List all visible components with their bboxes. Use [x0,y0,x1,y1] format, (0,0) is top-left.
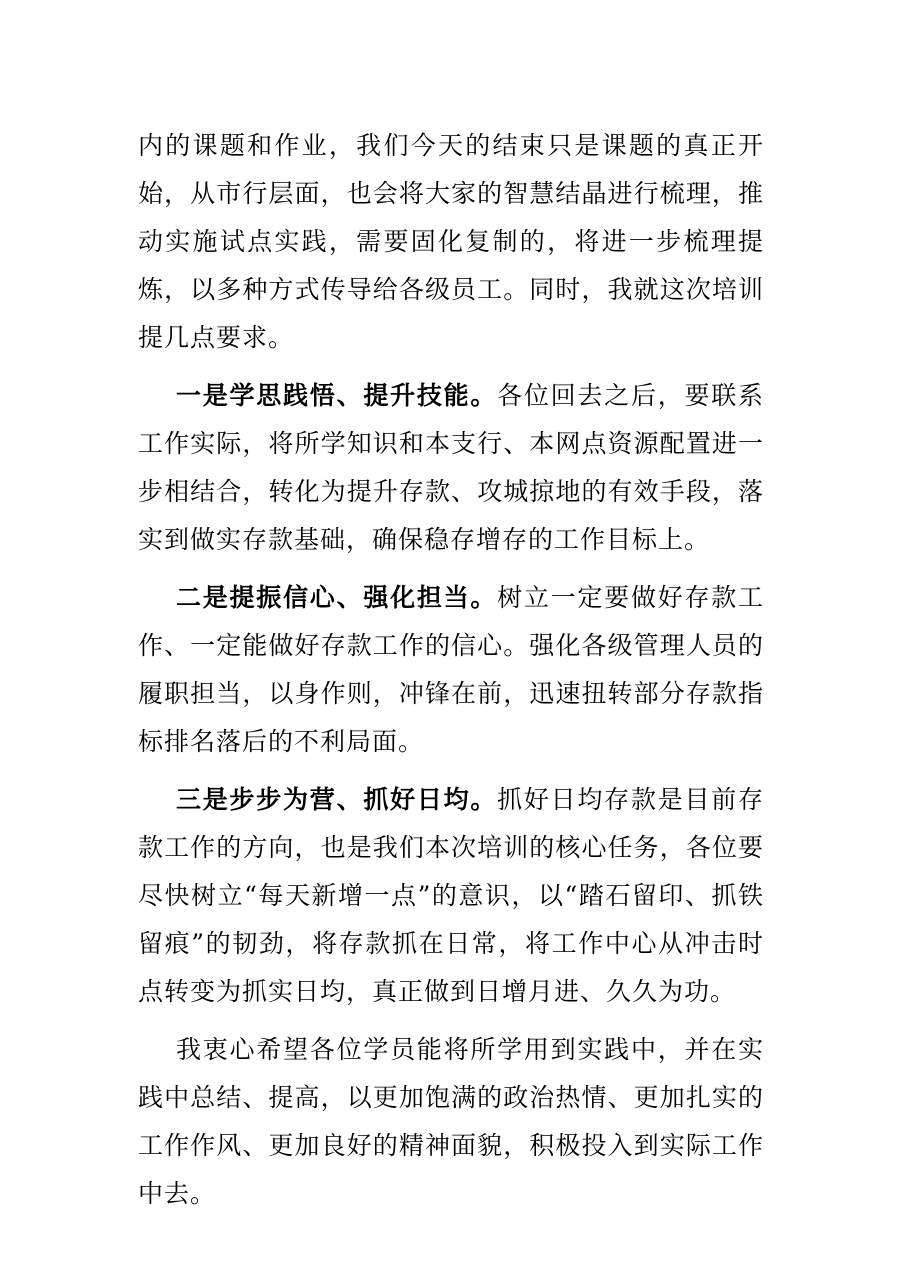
paragraph-lead-heading: 一是学思践悟、提升技能。 [176,381,498,410]
paragraph-text: 树立一定要做好存款工作、一定能做好存款工作的信心。强化各级管理人员的履职担当，以身作则，冲锋在前，迅速扭转部分存款指标排名落后的不利局面。 [138,583,764,756]
paragraph-text: 内的课题和作业，我们今天的结束只是课题的真正开始，从市行层面，也会将大家的智慧结晶进行梳理，推动实施试点实践，需要固化复制的，将进一步梳理提炼，以多种方式传导给各级员工。同时，我就这次培训提几点要求。 [138,131,764,352]
paragraph-lead-heading: 三是步步为营、抓好日均。 [176,785,498,814]
paragraph-lead-heading: 二是提振信心、强化担当。 [176,583,498,612]
paragraph-requirement-1 [138,372,764,564]
paragraph-text: 我衷心希望各位学员能将所学用到实践中，并在实践中总结、提高，以更加饱满的政治热情、更加扎实的工作作风、更加良好的精神面貌，积极投入到实际工作中去。 [138,1035,764,1208]
paragraph-closing [138,1026,764,1218]
paragraph-text: 各位回去之后，要联系工作实际，将所学知识和本支行、本网点资源配置进一步相结合，转化为提升存款、攻城掠地的有效手段，落实到做实存款基础，确保稳存增存的工作目标上。 [138,381,764,554]
document-body [138,122,764,1218]
paragraph-text: 抓好日均存款是目前存款工作的方向，也是我们本次培训的核心任务，各位要尽快树立“每天新增一点”的意识，以“踏石留印、抓铁留痕”的韧劲，将存款抓在日常，将工作中心从冲击时点转变为抓实日均，真正做到日增月进、久久为功。 [138,785,764,1006]
paragraph-requirement-3 [138,776,764,1016]
paragraph-requirement-2 [138,574,764,766]
paragraph-continuation [138,122,764,362]
